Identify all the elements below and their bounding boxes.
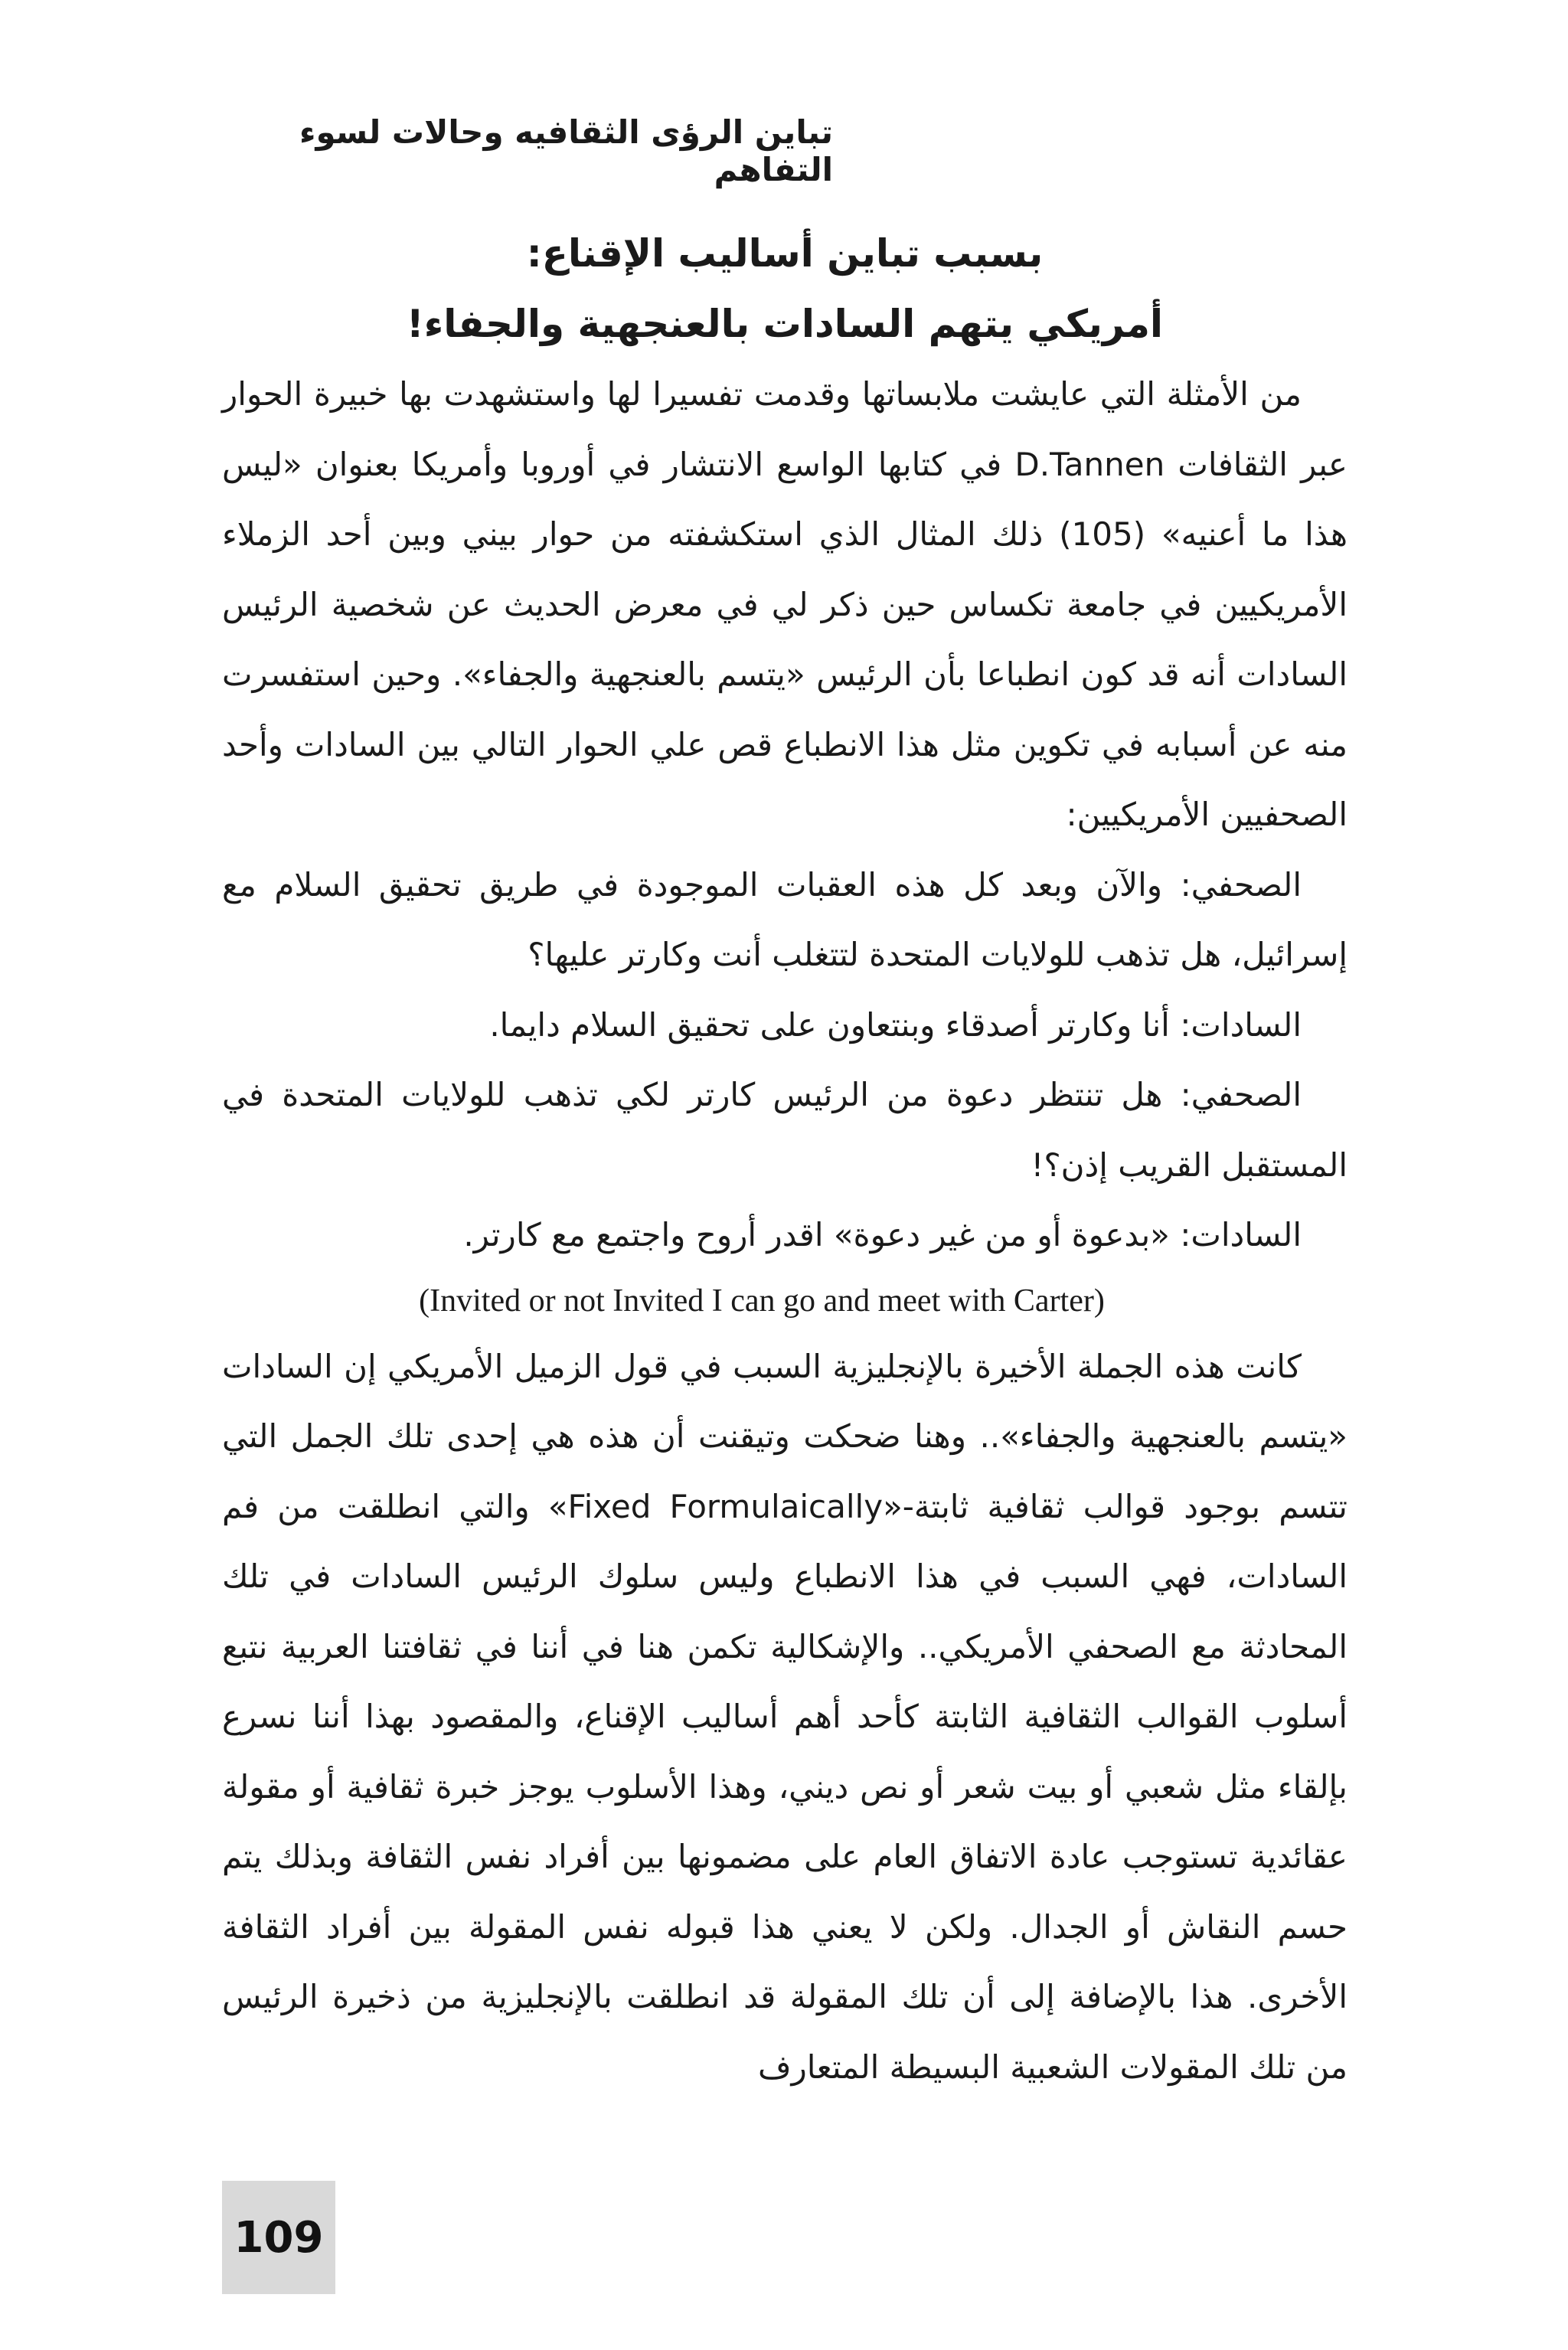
dialogue-journalist-1: الصحفي: والآن وبعد كل هذه العقبات الموجودة في طريق تحقيق السلام مع إسرائيل، هل تذهب للولايات المتحدة لتتغلب أنت وكارتر عليها؟ <box>222 865 1348 973</box>
dialogue-journalist-2: الصحفي: هل تنتظر دعوة من الرئيس كارتر لكي تذهب للولايات المتحدة في المستقبل القريب إذن؟! <box>222 1076 1348 1184</box>
right-margin <box>1346 0 1568 2350</box>
analysis-paragraph: كانت هذه الجملة الأخيرة بالإنجليزية السبب في قول الزميل الأمريكي إن السادات «يتسم بالعنجهية والجفاء».. وهنا ضحكت وتيقنت أن هذه هي إحدى تلك الجمل التي تتسم بوجود قوالب ثقافية ثابتة-«Fixed Formulaically» والتي انطلقت من فم السادات، فهي السبب في هذا الانطباع وليس سلوك الرئيس السادات في تلك المحادثة مع الصحفي الأمريكي.. والإشكالية تكمن هنا في أننا في ثقافتنا العربية نتبع أسلوب القوالب الثقافية الثابتة كأحد أهم أساليب الإقناع، والمقصود بهذا أننا نسرع بإلقاء مثل شعبي أو بيت شعر أو نص ديني، وهذا الأسلوب يوجز خبرة ثقافية أو مقولة عقائدية تستوجب عادة الاتفاق العام على مضمونها بين أفراد نفس الثقافة وبذلك يتم حسم النقاش أو الجدال. ولكن لا يعني هذا قبوله نفس المقولة بين أفراد الثقافة الأخرى. هذا بالإضافة إلى أن تلك المقولة قد انطلقت بالإنجليزية من ذخيرة الرئيس من تلك المقولات الشعبية البسيطة المتعارف <box>222 1347 1348 2086</box>
running-header: تباين الرؤى الثقافيه وحالات لسوء التفاهم <box>299 113 833 188</box>
english-quote: (Invited or not Invited I can go and meet with Carter) <box>419 1283 1105 1319</box>
section-heading-line-2: أمريكي يتهم السادات بالعنجهية والجفاء! <box>406 302 1164 346</box>
left-margin <box>0 0 222 2350</box>
page-number: 109 <box>234 2212 324 2263</box>
page-number-box <box>222 2181 335 2294</box>
intro-paragraph: من الأمثلة التي عايشت ملابساتها وقدمت تفسيرا لها واستشهدت بها خبيرة الحوار عبر الثقافات D.Tannen في كتابها الواسع الانتشار في أوروبا وأمريكا بعنوان «ليس هذا ما أعنيه» (105) ذلك المثال الذي استكشفته من حوار بيني وبين أحد الزملاء الأمريكيين في جامعة تكساس حين ذكر لي في معرض الحديث عن شخصية الرئيس السادات أنه قد كون انطباعا بأن الرئيس «يتسم بالعنجهية والجفاء». وحين استفسرت منه عن أسبابه في تكوين مثل هذا الانطباع قص علي الحوار التالي بين السادات وأحد الصحفيين الأمريكيين: <box>222 375 1348 833</box>
dialogue-sadat-1: السادات: أنا وكارتر أصدقاء وبنتعاون على تحقيق السلام دايما. <box>489 1005 1302 1044</box>
section-heading-line-1: بسبب تباين أساليب الإقناع: <box>526 231 1044 276</box>
page-content <box>222 207 1348 2198</box>
dialogue-sadat-2: السادات: «بدعوة أو من غير دعوة» اقدر أروح واجتمع مع كارتر. <box>463 1216 1302 1253</box>
